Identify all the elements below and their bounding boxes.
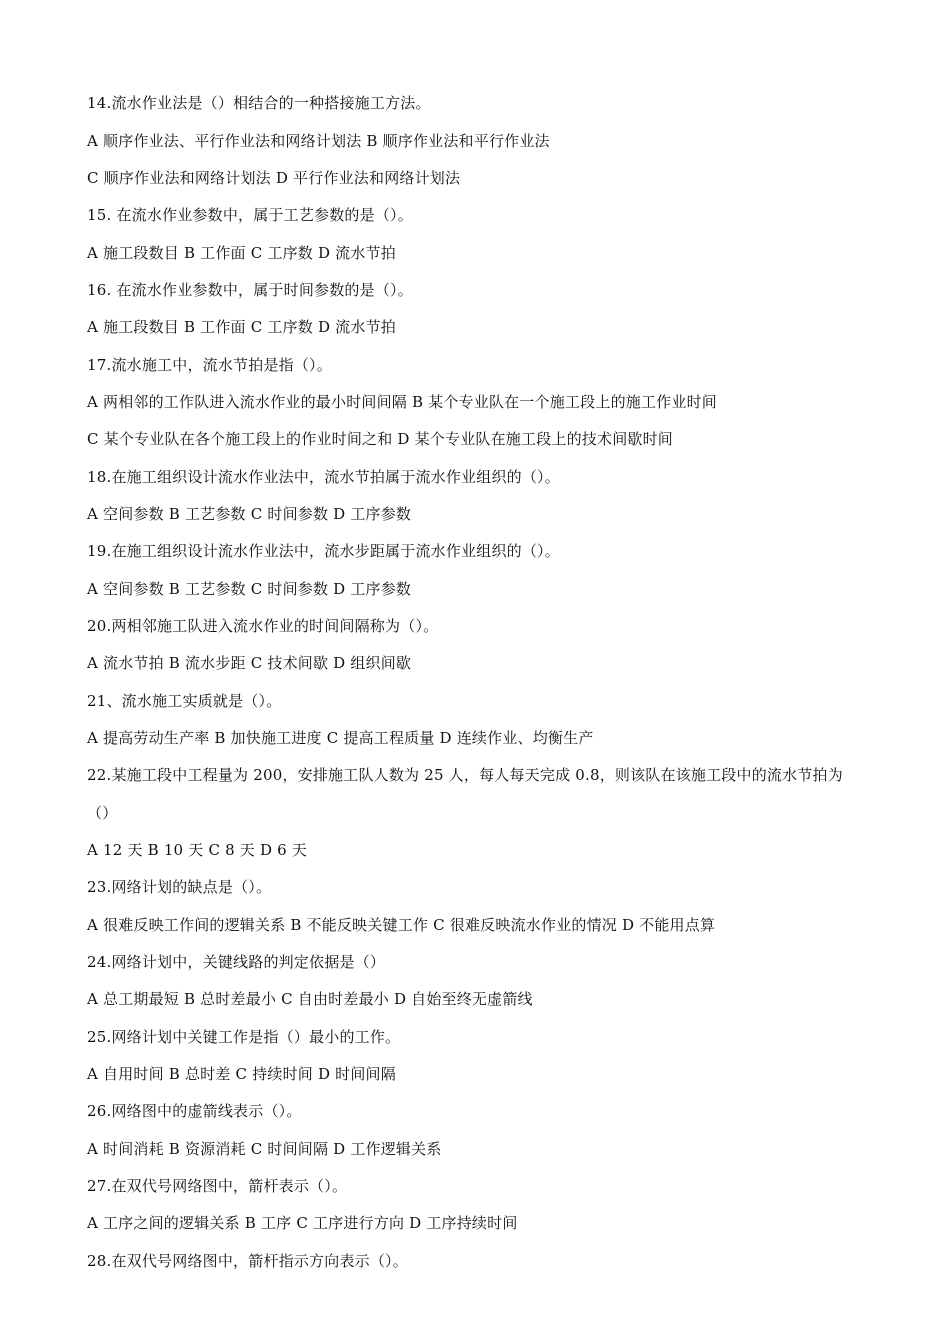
options-18: A 空间参数 B 工艺参数 C 时间参数 D 工序参数 bbox=[87, 505, 412, 523]
question-23: 23.网络计划的缺点是（）。 bbox=[87, 878, 272, 896]
options-15: A 施工段数目 B 工作面 C 工序数 D 流水节拍 bbox=[87, 244, 396, 262]
question-24: 24.网络计划中，关键线路的判定依据是（） bbox=[87, 953, 386, 971]
question-17: 17.流水施工中，流水节拍是指（）。 bbox=[87, 356, 332, 374]
options-16: A 施工段数目 B 工作面 C 工序数 D 流水节拍 bbox=[87, 318, 396, 336]
options-20: A 流水节拍 B 流水步距 C 技术间歇 D 组织间歇 bbox=[87, 654, 412, 672]
question-22-blank: （） bbox=[87, 804, 118, 822]
options-14-a-b: A 顺序作业法、平行作业法和网络计划法 B 顺序作业法和平行作业法 bbox=[87, 132, 550, 150]
question-26: 26.网络图中的虚箭线表示（）。 bbox=[87, 1102, 302, 1120]
question-21: 21、流水施工实质就是（）。 bbox=[87, 692, 282, 710]
options-17-a-b: A 两相邻的工作队进入流水作业的最小时间间隔 B 某个专业队在一个施工段上的施工作业时间 bbox=[87, 393, 717, 411]
options-25: A 自用时间 B 总时差 C 持续时间 D 时间间隔 bbox=[87, 1065, 396, 1083]
options-17-c-d: C 某个专业队在各个施工段上的作业时间之和 D 某个专业队在施工段上的技术间歇时间 bbox=[87, 430, 674, 448]
options-23: A 很难反映工作间的逻辑关系 B 不能反映关键工作 C 很难反映流水作业的情况 D 不能用点算 bbox=[87, 916, 716, 934]
question-28: 28.在双代号网络图中，箭杆指示方向表示（）。 bbox=[87, 1252, 408, 1270]
question-14: 14.流水作业法是（）相结合的一种搭接施工方法。 bbox=[87, 94, 431, 112]
options-22: A 12 天 B 10 天 C 8 天 D 6 天 bbox=[87, 841, 308, 859]
question-27: 27.在双代号网络图中，箭杆表示（）。 bbox=[87, 1177, 348, 1195]
options-19: A 空间参数 B 工艺参数 C 时间参数 D 工序参数 bbox=[87, 580, 412, 598]
question-25: 25.网络计划中关键工作是指（）最小的工作。 bbox=[87, 1028, 401, 1046]
question-22: 22.某施工段中工程量为 200，安排施工队人数为 25 人，每人每天完成 0.8，则该队在该施工段中的流水节拍为 bbox=[87, 766, 843, 784]
options-27: A 工序之间的逻辑关系 B 工序 C 工序进行方向 D 工序持续时间 bbox=[87, 1214, 518, 1232]
options-14-c-d: C 顺序作业法和网络计划法 D 平行作业法和网络计划法 bbox=[87, 169, 461, 187]
question-19: 19.在施工组织设计流水作业法中，流水步距属于流水作业组织的（）。 bbox=[87, 542, 560, 560]
options-24: A 总工期最短 B 总时差最小 C 自由时差最小 D 自始至终无虚箭线 bbox=[87, 990, 533, 1008]
question-16: 16. 在流水作业参数中，属于时间参数的是（）。 bbox=[87, 281, 413, 299]
question-20: 20.两相邻施工队进入流水作业的时间间隔称为（）。 bbox=[87, 617, 439, 635]
options-26: A 时间消耗 B 资源消耗 C 时间间隔 D 工作逻辑关系 bbox=[87, 1140, 442, 1158]
question-15: 15. 在流水作业参数中，属于工艺参数的是（）。 bbox=[87, 206, 413, 224]
options-21: A 提高劳动生产率 B 加快施工进度 C 提高工程质量 D 连续作业、均衡生产 bbox=[87, 729, 594, 747]
question-18: 18.在施工组织设计流水作业法中，流水节拍属于流水作业组织的（）。 bbox=[87, 468, 560, 486]
